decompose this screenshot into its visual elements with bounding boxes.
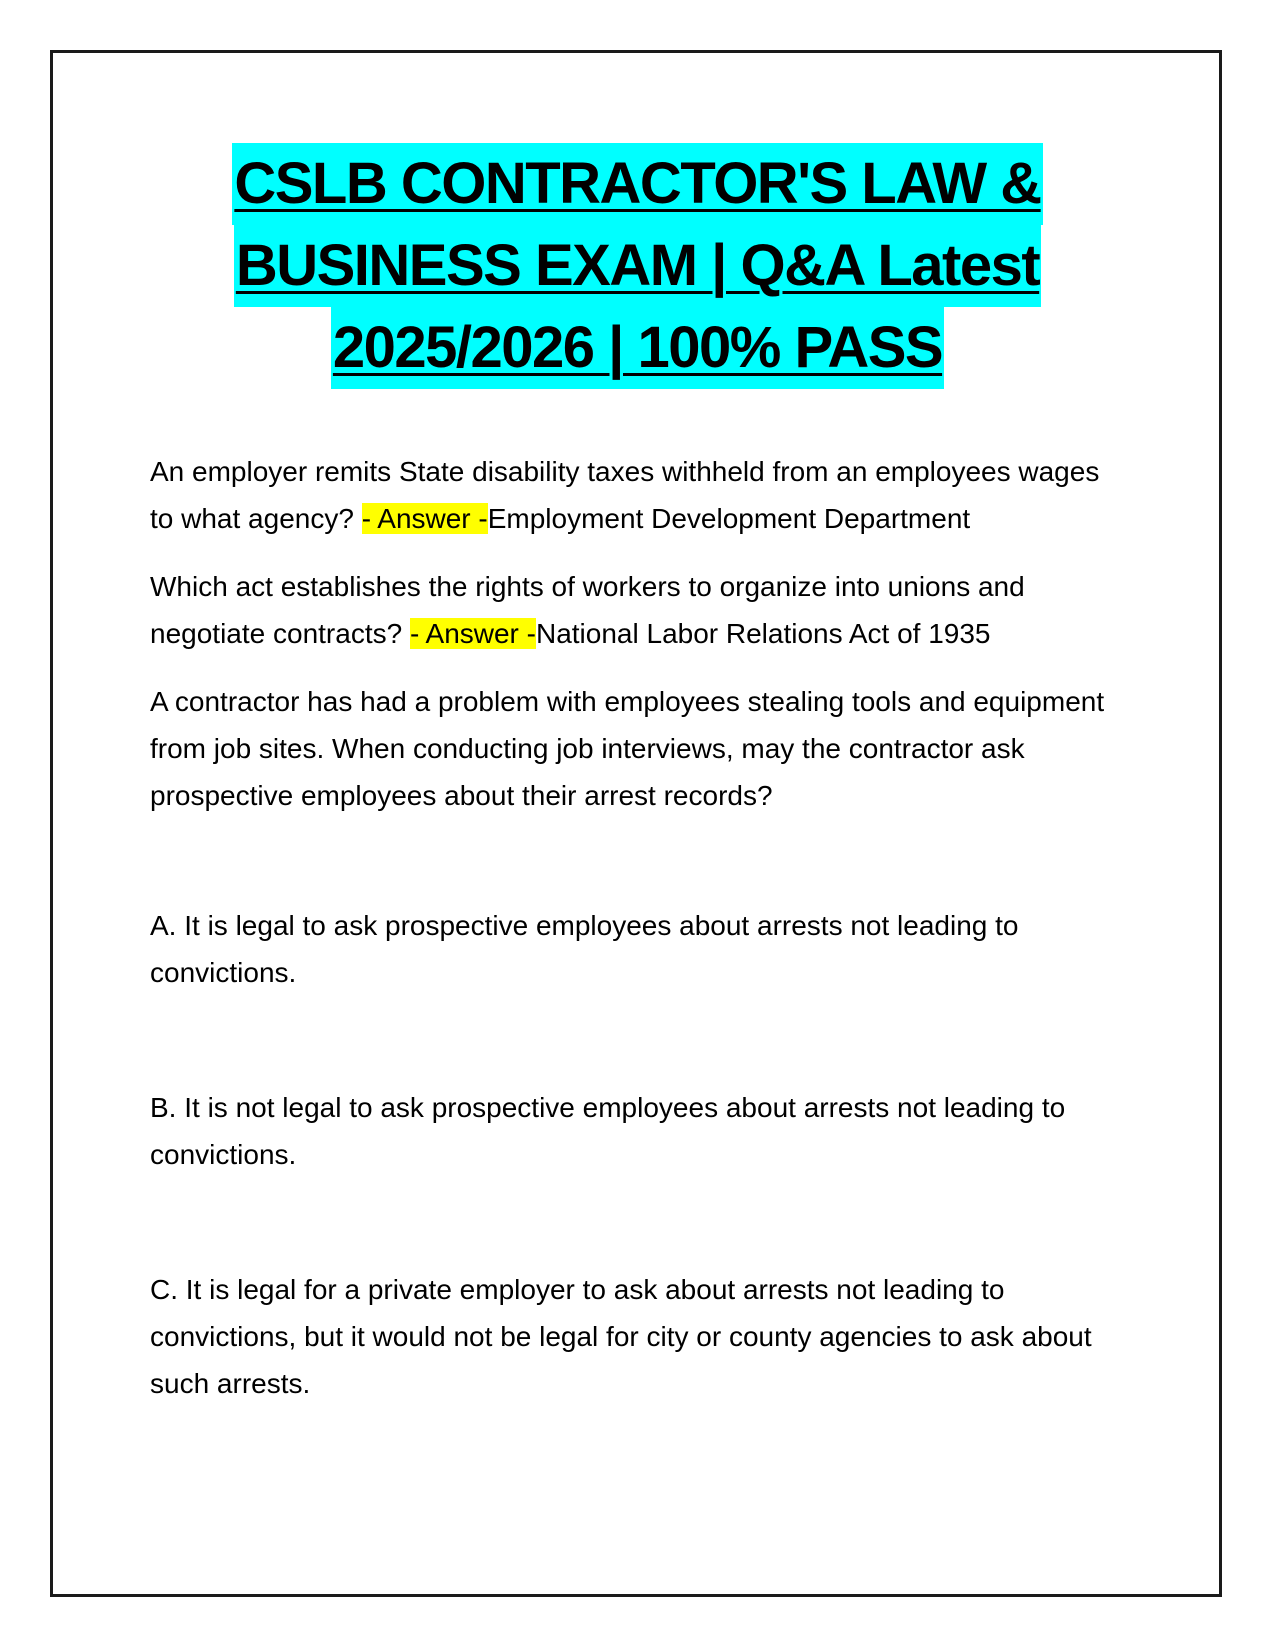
qa-item [150, 563, 1125, 657]
question-text: A contractor has had a problem with employees stealing tools and equipment from job sites. When conducting job interviews, may the contractor ask prospective employees about their arrest records? [150, 686, 1105, 811]
option-a: A. It is legal to ask prospective employees about arrests not leading to convictions. [150, 910, 1019, 988]
answer-marker: - Answer - [409, 618, 536, 649]
title-line-3: 2025/2026 | 100% PASS [331, 307, 944, 389]
title-line-2: BUSINESS EXAM | Q&A Latest [234, 225, 1041, 307]
option-c: C. It is legal for a private employer to ask about arrests not leading to convictions, but it would not be legal for city or county agencies to ask about such arrests. [150, 1274, 1092, 1399]
qa-item [150, 448, 1125, 542]
document-title [0, 143, 1275, 389]
document-body [150, 448, 1125, 1407]
answer-text: Employment Development Department [487, 503, 971, 534]
question-text: An employer remits State disability taxes withheld from an employees wages to what agency? [150, 456, 1100, 534]
option-b: B. It is not legal to ask prospective employees about arrests not leading to convictions. [150, 1092, 1066, 1170]
answer-marker: - Answer - [361, 503, 488, 534]
question-text: Which act establishes the rights of workers to organize into unions and negotiate contracts? [150, 571, 1025, 649]
title-line-1: CSLB CONTRACTOR'S LAW & [232, 143, 1042, 225]
answer-text: National Labor Relations Act of 1935 [535, 618, 991, 649]
